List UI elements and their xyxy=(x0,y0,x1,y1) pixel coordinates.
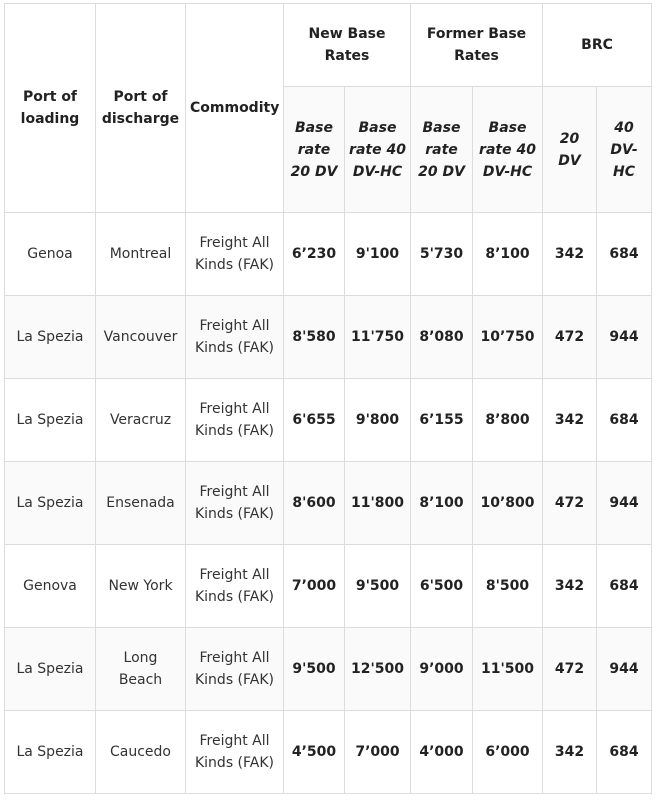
table-row xyxy=(5,213,652,296)
cell-new-40dvhc: 11'800 xyxy=(345,462,411,545)
cell-port-of-loading: La Spezia xyxy=(5,296,96,379)
cell-brc-40dvhc: 684 xyxy=(597,379,652,462)
cell-new-20dv: 6’230 xyxy=(284,213,345,296)
header-former-base-rate-40dvhc: Base rate 40 DV-HC xyxy=(473,87,543,213)
cell-former-20dv: 4’000 xyxy=(411,711,473,794)
cell-former-20dv: 9’000 xyxy=(411,628,473,711)
cell-port-of-discharge: Montreal xyxy=(96,213,186,296)
cell-commodity: Freight All Kinds (FAK) xyxy=(186,296,284,379)
cell-new-40dvhc: 9'100 xyxy=(345,213,411,296)
cell-port-of-loading: Genoa xyxy=(5,213,96,296)
header-brc: BRC xyxy=(543,4,652,87)
cell-port-of-discharge: Long Beach xyxy=(96,628,186,711)
cell-new-20dv: 6'655 xyxy=(284,379,345,462)
cell-commodity: Freight All Kinds (FAK) xyxy=(186,545,284,628)
cell-former-40dvhc: 10’800 xyxy=(473,462,543,545)
cell-former-20dv: 6’155 xyxy=(411,379,473,462)
cell-commodity: Freight All Kinds (FAK) xyxy=(186,711,284,794)
table-row xyxy=(5,711,652,794)
cell-new-20dv: 9'500 xyxy=(284,628,345,711)
cell-brc-20dv: 472 xyxy=(543,296,597,379)
cell-port-of-discharge: Ensenada xyxy=(96,462,186,545)
header-port-of-discharge: Port of discharge xyxy=(96,4,186,213)
cell-former-40dvhc: 8’800 xyxy=(473,379,543,462)
cell-new-20dv: 7’000 xyxy=(284,545,345,628)
cell-port-of-loading: Genova xyxy=(5,545,96,628)
cell-brc-40dvhc: 684 xyxy=(597,545,652,628)
cell-brc-20dv: 472 xyxy=(543,628,597,711)
cell-former-40dvhc: 8’100 xyxy=(473,213,543,296)
cell-former-20dv: 8’080 xyxy=(411,296,473,379)
cell-new-40dvhc: 7’000 xyxy=(345,711,411,794)
cell-port-of-discharge: Caucedo xyxy=(96,711,186,794)
table-row xyxy=(5,628,652,711)
cell-port-of-loading: La Spezia xyxy=(5,711,96,794)
header-port-of-loading: Port of loading xyxy=(5,4,96,213)
header-brc-20dv: 20 DV xyxy=(543,87,597,213)
cell-former-40dvhc: 11'500 xyxy=(473,628,543,711)
cell-port-of-discharge: Veracruz xyxy=(96,379,186,462)
cell-new-40dvhc: 11'750 xyxy=(345,296,411,379)
cell-commodity: Freight All Kinds (FAK) xyxy=(186,213,284,296)
cell-new-20dv: 8'580 xyxy=(284,296,345,379)
header-new-base-rate-20dv: Base rate 20 DV xyxy=(284,87,345,213)
cell-brc-20dv: 342 xyxy=(543,379,597,462)
cell-port-of-discharge: Vancouver xyxy=(96,296,186,379)
table-row xyxy=(5,545,652,628)
cell-new-20dv: 4’500 xyxy=(284,711,345,794)
cell-port-of-loading: La Spezia xyxy=(5,379,96,462)
cell-brc-40dvhc: 684 xyxy=(597,213,652,296)
cell-brc-20dv: 342 xyxy=(543,213,597,296)
cell-former-40dvhc: 10’750 xyxy=(473,296,543,379)
cell-former-20dv: 8’100 xyxy=(411,462,473,545)
cell-brc-40dvhc: 944 xyxy=(597,462,652,545)
cell-former-20dv: 5'730 xyxy=(411,213,473,296)
cell-new-40dvhc: 12'500 xyxy=(345,628,411,711)
cell-new-40dvhc: 9'500 xyxy=(345,545,411,628)
cell-port-of-loading: La Spezia xyxy=(5,462,96,545)
rates-table xyxy=(4,3,652,794)
header-brc-40dvhc: 40 DV-HC xyxy=(597,87,652,213)
table-row xyxy=(5,462,652,545)
cell-port-of-loading: La Spezia xyxy=(5,628,96,711)
cell-commodity: Freight All Kinds (FAK) xyxy=(186,628,284,711)
cell-brc-20dv: 342 xyxy=(543,545,597,628)
table-row xyxy=(5,296,652,379)
cell-brc-40dvhc: 944 xyxy=(597,296,652,379)
cell-brc-20dv: 472 xyxy=(543,462,597,545)
header-former-base-rate-20dv: Base rate 20 DV xyxy=(411,87,473,213)
cell-former-20dv: 6'500 xyxy=(411,545,473,628)
cell-new-20dv: 8'600 xyxy=(284,462,345,545)
table-row xyxy=(5,379,652,462)
cell-former-40dvhc: 8'500 xyxy=(473,545,543,628)
cell-commodity: Freight All Kinds (FAK) xyxy=(186,379,284,462)
cell-brc-20dv: 342 xyxy=(543,711,597,794)
header-commodity: Commodity xyxy=(186,4,284,213)
cell-former-40dvhc: 6’000 xyxy=(473,711,543,794)
header-former-base-rates: Former Base Rates xyxy=(411,4,543,87)
cell-new-40dvhc: 9'800 xyxy=(345,379,411,462)
header-new-base-rates: New Base Rates xyxy=(284,4,411,87)
cell-commodity: Freight All Kinds (FAK) xyxy=(186,462,284,545)
cell-brc-40dvhc: 944 xyxy=(597,628,652,711)
cell-brc-40dvhc: 684 xyxy=(597,711,652,794)
cell-port-of-discharge: New York xyxy=(96,545,186,628)
header-new-base-rate-40dvhc: Base rate 40 DV-HC xyxy=(345,87,411,213)
